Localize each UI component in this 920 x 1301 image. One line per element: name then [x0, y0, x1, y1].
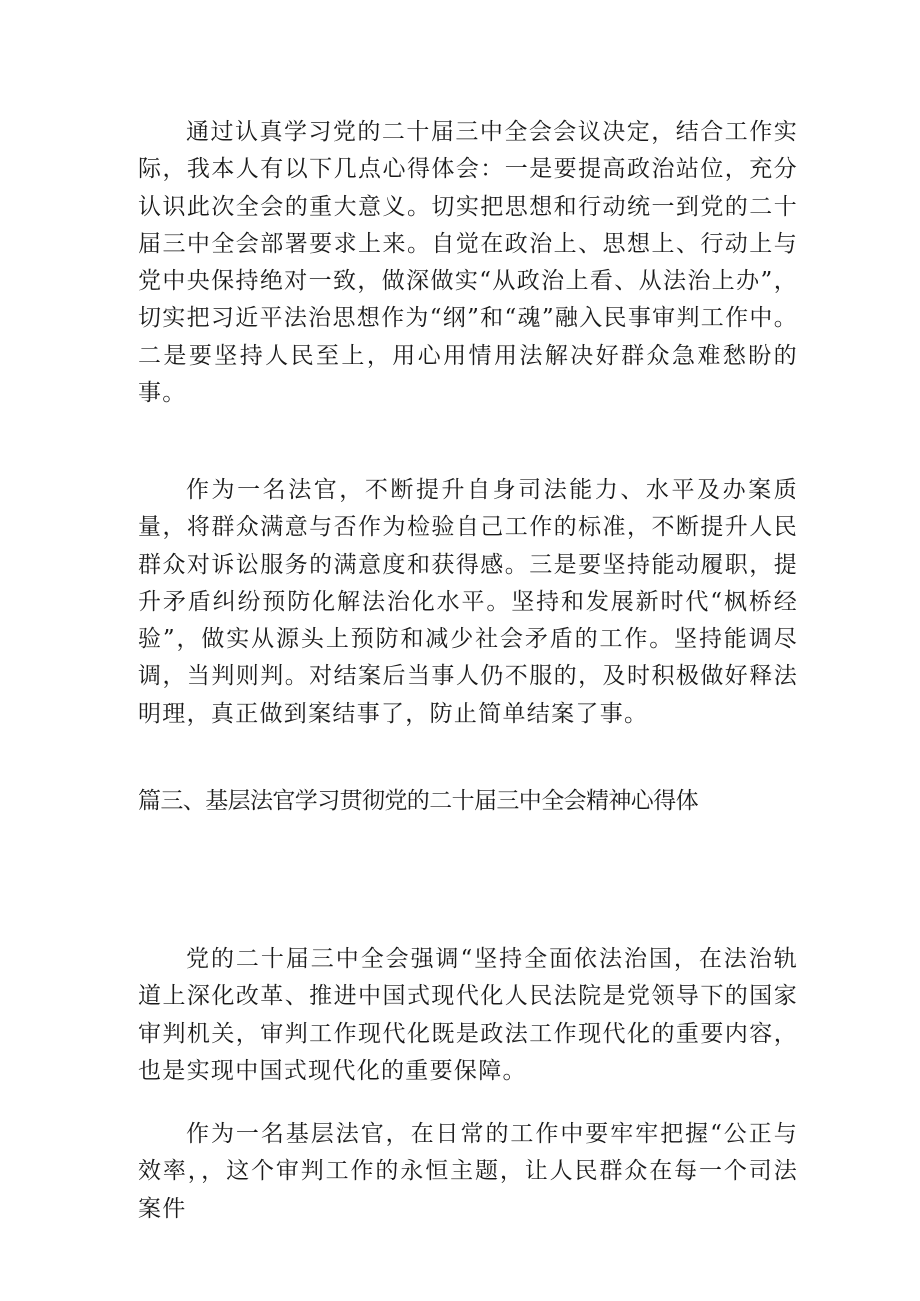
section-heading: 篇三、基层法官学习贯彻党的二十届三中全会精神心得体	[138, 788, 699, 814]
paragraph-grassroots-judge: 作为一名基层法官，在日常的工作中要牢牢把握“公正与效率，，这个审判工作的永恒主题，让人民群众在每一个司法案件	[138, 1121, 798, 1222]
paragraph-plenary-emphasis: 党的二十届三中全会强调“坚持全面依法治国，在法治轨道上深化改革、推进中国式现代化人民法院是党领导下的国家审判机关，审判工作现代化既是政法工作现代化的重要内容，也是实现中国式现代化的重要保障。	[138, 946, 798, 1084]
paragraph-judge-role: 作为一名法官，不断提升自身司法能力、水平及办案质量，将群众满意与否作为检验自己工作的标准，不断提升人民群众对诉讼服务的满意度和获得感。三是要坚持能动履职，提升矛盾纠纷预防化解法治化水平。坚持和发展新时代“枫桥经验”，做实从源头上预防和减少社会矛盾的工作。坚持能调尽调，当判则判。对结案后当事人仍不服的，及时积极做好释法明理，真正做到案结事了，防止简单结案了事。	[138, 477, 798, 727]
paragraph-study-reflections: 通过认真学习党的二十届三中全会会议决定，结合工作实际，我本人有以下几点心得体会：一是要提高政治站位，充分认识此次全会的重大意义。切实把思想和行动统一到党的二十届三中全会部署要求上来。自觉在政治上、思想上、行动上与党中央保持绝对一致，做深做实“从政治上看、从法治上办”，切实把习近平法治思想作为“纲”和“魂”融入民事审判工作中。二是要坚持人民至上，用心用情用法解决好群众急难愁盼的事。	[138, 119, 798, 407]
